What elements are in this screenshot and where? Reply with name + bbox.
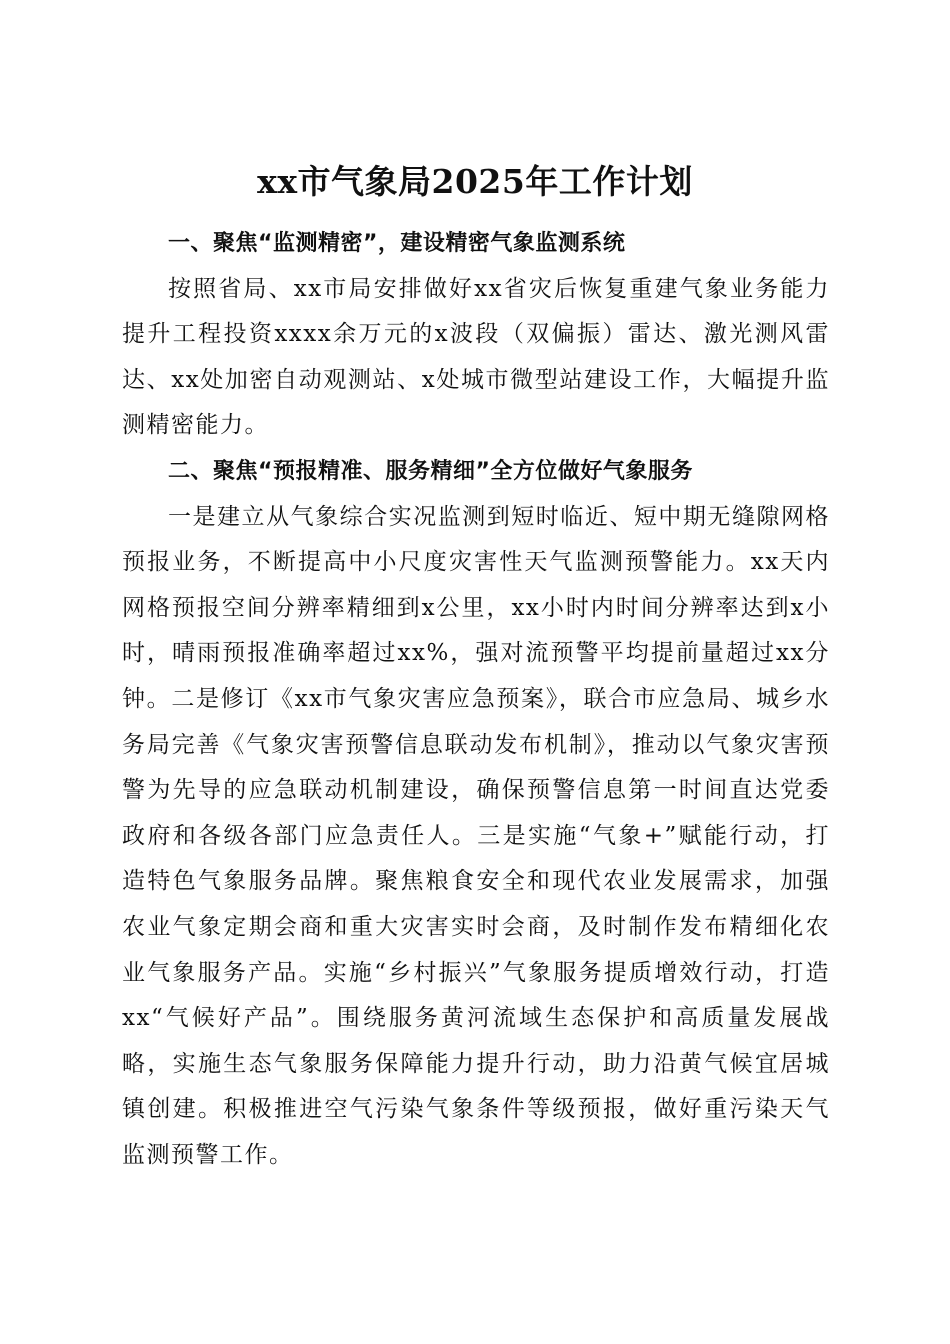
section-heading-2: 二、聚焦“预报精准、服务精细”全方位做好气象服务 bbox=[168, 458, 693, 484]
section-paragraph-2: 一是建立从气象综合实况监测到短时临近、短中期无缝隙网格预报业务，不断提高中小尺度灾害性天气监测预警能力。xx天内网格预报空间分辨率精细到x公里，xx小时内时间分辨率达到x小时，晴雨预报准确率超过xx%，强对流预警平均提前量超过xx分钟。二是修订《xx市气象灾害应急预案》，联合市应急局、城乡水务局完善《气象灾害预警信息联动发布机制》，推动以气象灾害预警为先导的应急联动机制建设，确保预警信息第一时间直达党委政府和各级各部门应急责任人。三是实施“气象+”赋能行动，打造特色气象服务品牌。聚焦粮食安全和现代农业发展需求，加强农业气象定期会商和重大灾害实时会商，及时制作发布精细化农业气象服务产品。实施“乡村振兴”气象服务提质增效行动，打造xx“气候好产品”。围绕服务黄河流域生态保护和高质量发展战略，实施生态气象服务保障能力提升行动，助力沿黄气候宜居城镇创建。积极推进空气污染气象条件等级预报，做好重污染天气监测预警工作。 bbox=[122, 503, 830, 1168]
section-heading-1: 一、聚焦“监测精密”，建设精密气象监测系统 bbox=[168, 231, 626, 256]
document-body bbox=[122, 221, 830, 1178]
section-paragraph-1: 按照省局、xx市局安排做好xx省灾后恢复重建气象业务能力提升工程投资xxxx余万元的x波段（双偏振）雷达、激光测风雷达、xx处加密自动观测站、x处城市微型站建设工作，大幅提升监测精密能力。 bbox=[122, 275, 830, 439]
document-title: xx市气象局2025年工作计划 bbox=[257, 162, 693, 202]
